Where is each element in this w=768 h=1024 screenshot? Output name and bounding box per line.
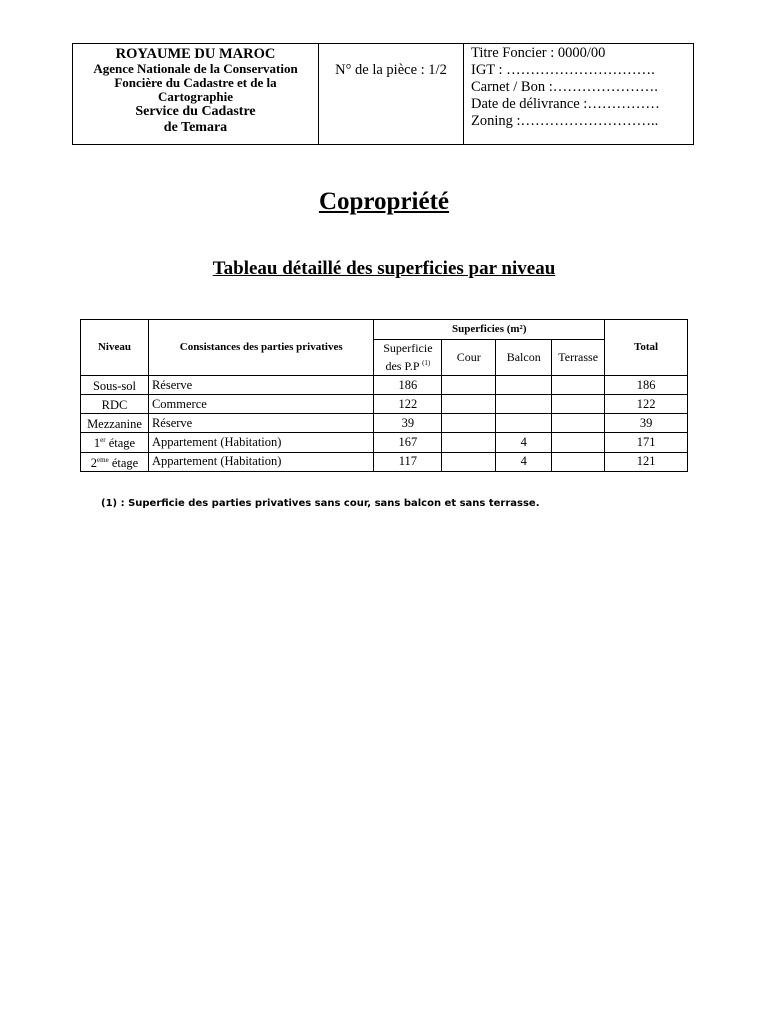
header-terrasse: Terrasse: [552, 340, 605, 376]
cell-total: 186: [605, 376, 688, 395]
org-line-1: ROYAUME DU MAROC: [115, 46, 276, 62]
cell-balcon: 4: [496, 433, 552, 452]
cell-balcon: [496, 395, 552, 414]
cell-niveau: 1er étage: [81, 433, 149, 452]
cell-total: 39: [605, 414, 688, 433]
org-line-4: Cartographie: [157, 89, 234, 104]
table-row: [81, 452, 688, 471]
header-consistances: Consistances des parties privatives: [148, 320, 373, 376]
page-subtitle: Tableau détaillé des superficies par niveau: [212, 258, 556, 279]
cell-cour: [442, 452, 496, 471]
table-row: [81, 395, 688, 414]
cell-cour: [442, 414, 496, 433]
table-row: [81, 433, 688, 452]
cell-terrasse: [552, 395, 605, 414]
org-line-2: Agence Nationale de la Conservation: [93, 61, 298, 76]
superficies-table: [80, 319, 688, 472]
table-row: [81, 376, 688, 395]
cell-superficie-pp: 167: [374, 433, 442, 452]
header-superficie-pp-line2: des P.P: [385, 359, 420, 373]
header-balcon: Balcon: [496, 340, 552, 376]
cell-terrasse: [552, 414, 605, 433]
titre-foncier: Titre Foncier : 0000/00: [471, 45, 606, 61]
cell-total: 122: [605, 395, 688, 414]
reference-block: [464, 44, 693, 144]
cell-terrasse: [552, 433, 605, 452]
igt-field: IGT : ………………………….: [471, 62, 655, 78]
footnote-marker: (1): [101, 498, 118, 509]
footnote: [101, 498, 540, 509]
cell-cour: [442, 395, 496, 414]
cell-consistance: Appartement (Habitation): [148, 452, 373, 471]
cell-balcon: [496, 376, 552, 395]
footnote-ref: (1): [422, 359, 431, 367]
cell-terrasse: [552, 452, 605, 471]
piece-number: N° de la pièce : 1/2: [319, 44, 464, 144]
header-total: Total: [605, 320, 688, 376]
organization-block: [73, 44, 319, 144]
cell-consistance: Appartement (Habitation): [148, 433, 373, 452]
header-superficie-pp: [374, 340, 442, 376]
cell-superficie-pp: 186: [374, 376, 442, 395]
header-superficie-pp-line1: Superficie: [383, 341, 433, 355]
date-field: Date de délivrance :……………: [471, 96, 660, 112]
cell-cour: [442, 376, 496, 395]
cell-superficie-pp: 117: [374, 452, 442, 471]
cell-niveau: 2eme étage: [81, 452, 149, 471]
header-superficies: Superficies (m²): [374, 320, 605, 340]
cell-niveau: Sous-sol: [81, 376, 149, 395]
cell-terrasse: [552, 376, 605, 395]
cell-balcon: 4: [496, 452, 552, 471]
org-line-6: de Temara: [163, 120, 228, 135]
carnet-field: Carnet / Bon :………………….: [471, 79, 658, 95]
cell-balcon: [496, 414, 552, 433]
header-niveau: Niveau: [81, 320, 149, 376]
cell-consistance: Réserve: [148, 414, 373, 433]
cell-total: 171: [605, 433, 688, 452]
org-line-3: Foncière du Cadastre et de la: [114, 75, 277, 90]
table-row: [81, 414, 688, 433]
header-cour: Cour: [442, 340, 496, 376]
cell-consistance: Commerce: [148, 395, 373, 414]
page-title: Copropriété: [318, 188, 450, 215]
cell-niveau: Mezzanine: [81, 414, 149, 433]
cell-total: 121: [605, 452, 688, 471]
footnote-text: : Superficie des parties privatives sans cour, sans balcon et sans terrasse.: [117, 498, 540, 509]
org-line-5: Service du Cadastre: [135, 104, 256, 119]
cell-superficie-pp: 122: [374, 395, 442, 414]
cell-consistance: Réserve: [148, 376, 373, 395]
cell-niveau: RDC: [81, 395, 149, 414]
cell-cour: [442, 433, 496, 452]
header-box: [72, 43, 694, 145]
cell-superficie-pp: 39: [374, 414, 442, 433]
zoning-field: Zoning :………………………..: [471, 113, 659, 129]
